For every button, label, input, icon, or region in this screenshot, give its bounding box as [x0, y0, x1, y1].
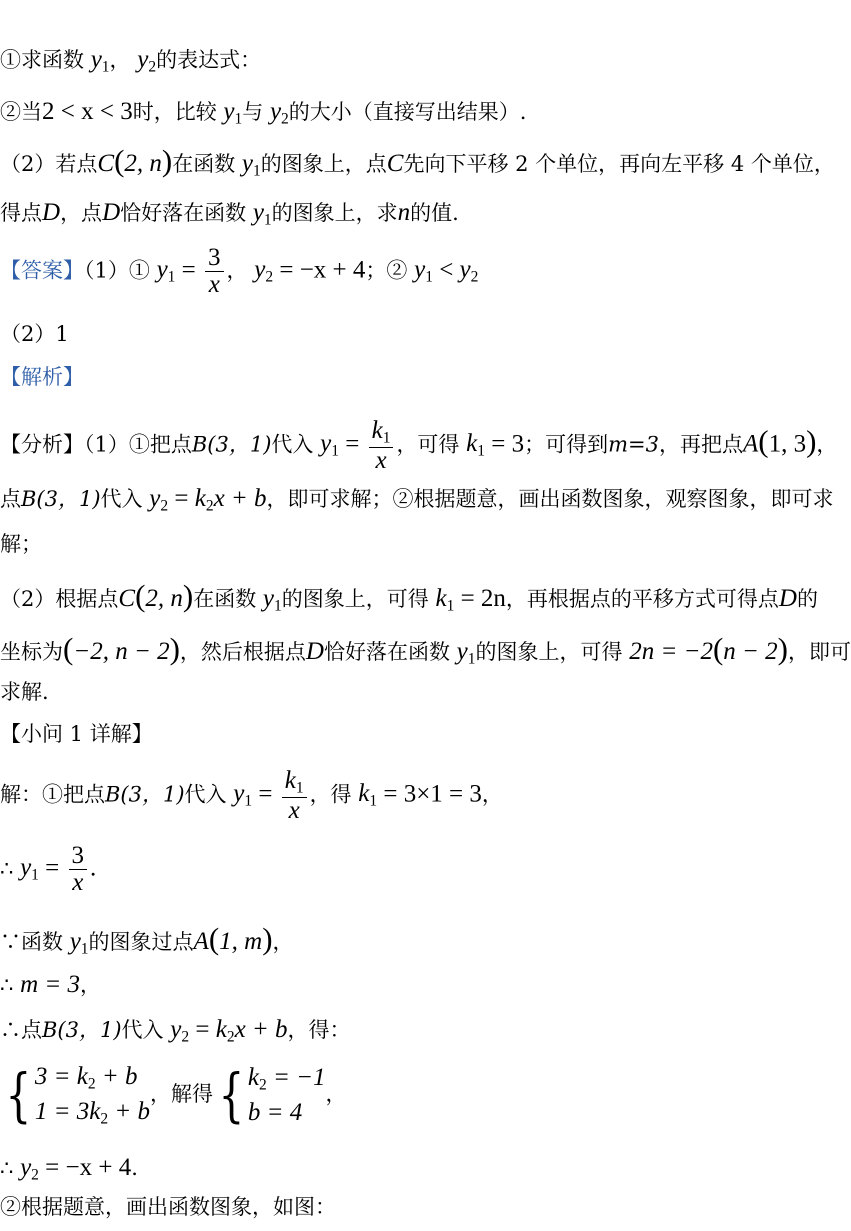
question-2-line: ②当2 < x < 3时，比较 $y_1$与 $y_2$的大小（直接写出结果）. — [0, 98, 527, 128]
question-3-line: （2）若点C(2, n)在函数 $y_1$的图象上，点C先向下平移 2 个单位，再向左平移 4 个单位， — [0, 143, 835, 180]
analysis-line-3: 解； — [0, 532, 42, 556]
answer-tag: 【答案】 — [0, 258, 84, 283]
fraction-3-over-x: $\frac{3}{x}$ — [205, 245, 224, 299]
analysis-line-6: 求解. — [0, 680, 49, 704]
analysis-line-4: （2）根据点C(2, n)在函数 $y_1$的图象上，可得 $k_1 = 2n$，再根据点的平移方式可得点D的 — [0, 578, 818, 615]
answer-line: 【答案】（1）① $y_1$ = $\frac{3}{x}$ ， $y_2 = -x + 4$；② $y_1 < y_2$ — [0, 244, 479, 299]
system-2: { $k_2 = -1$ b = 4 — [218, 1061, 326, 1130]
analysis-line-2: 点B(3，1)代入 $y_2 = k_2x + b$，即可求解；②根据题意，画出函数图象，观察图象，即可求 — [0, 485, 834, 515]
solution-line-5: ∴点B(3，1)代入 $y_2 = k_2x + b$，得： — [0, 1016, 351, 1046]
answer-part-2: （2）1 — [0, 322, 69, 346]
range-expr: 2 < x < 3 — [42, 98, 133, 125]
solution-line-9: ②根据题意，画出函数图象，如图： — [0, 1195, 336, 1219]
equation-systems: { $3 = k_2 + b$ $1 = 3k_2 + b$ ，解得 { $k_2 = -1$ b = 4 ， — [0, 1060, 347, 1131]
question-1-line: ①求函数 $y_1$， $y_2$的表达式： — [0, 46, 262, 76]
analysis-line-1: 【分析】（1）①把点B(3，1)代入 $y_1$ = $\frac{k_1}{x}$ ，可得 $k_1 = 3$；可得到m=3，再把点A(1, 3)， — [0, 417, 838, 474]
system-1: { $3 = k_2 + b$ $1 = 3k_2 + b$ — [5, 1061, 151, 1130]
solution-line-1: 解：①把点B(3，1)代入 $y_1$ = $\frac{k_1}{x}$ ，得 $k_1 = 3\times 1 = 3$， — [0, 767, 503, 824]
var-y2: $y_2$ — [137, 46, 157, 76]
solution-line-8: ∴ $y_2 = -x + 4$. — [0, 1154, 138, 1184]
analysis-tag: 【解析】 — [0, 365, 84, 389]
var-y1: $y_1$ — [90, 46, 110, 76]
subquestion-1-tag: 【小问 1 详解】 — [0, 722, 153, 746]
question-3-line-cont: 得点D，点D恰好落在函数 $y_1$的图象上，求n的值. — [0, 199, 459, 229]
solution-line-3: ∵函数 $y_1$的图象过点A(1, m)， — [0, 921, 294, 958]
analysis-line-5: 坐标为(−2, n − 2)，然后根据点D恰好落在函数 $y_1$的图象上，可得 2n = −2(n − 2)，即可 — [0, 631, 851, 668]
solution-line-4: ∴ m = 3， — [0, 971, 101, 998]
solution-line-2: ∴ $y_1$ = $\frac{3}{x}$ . — [0, 842, 97, 897]
